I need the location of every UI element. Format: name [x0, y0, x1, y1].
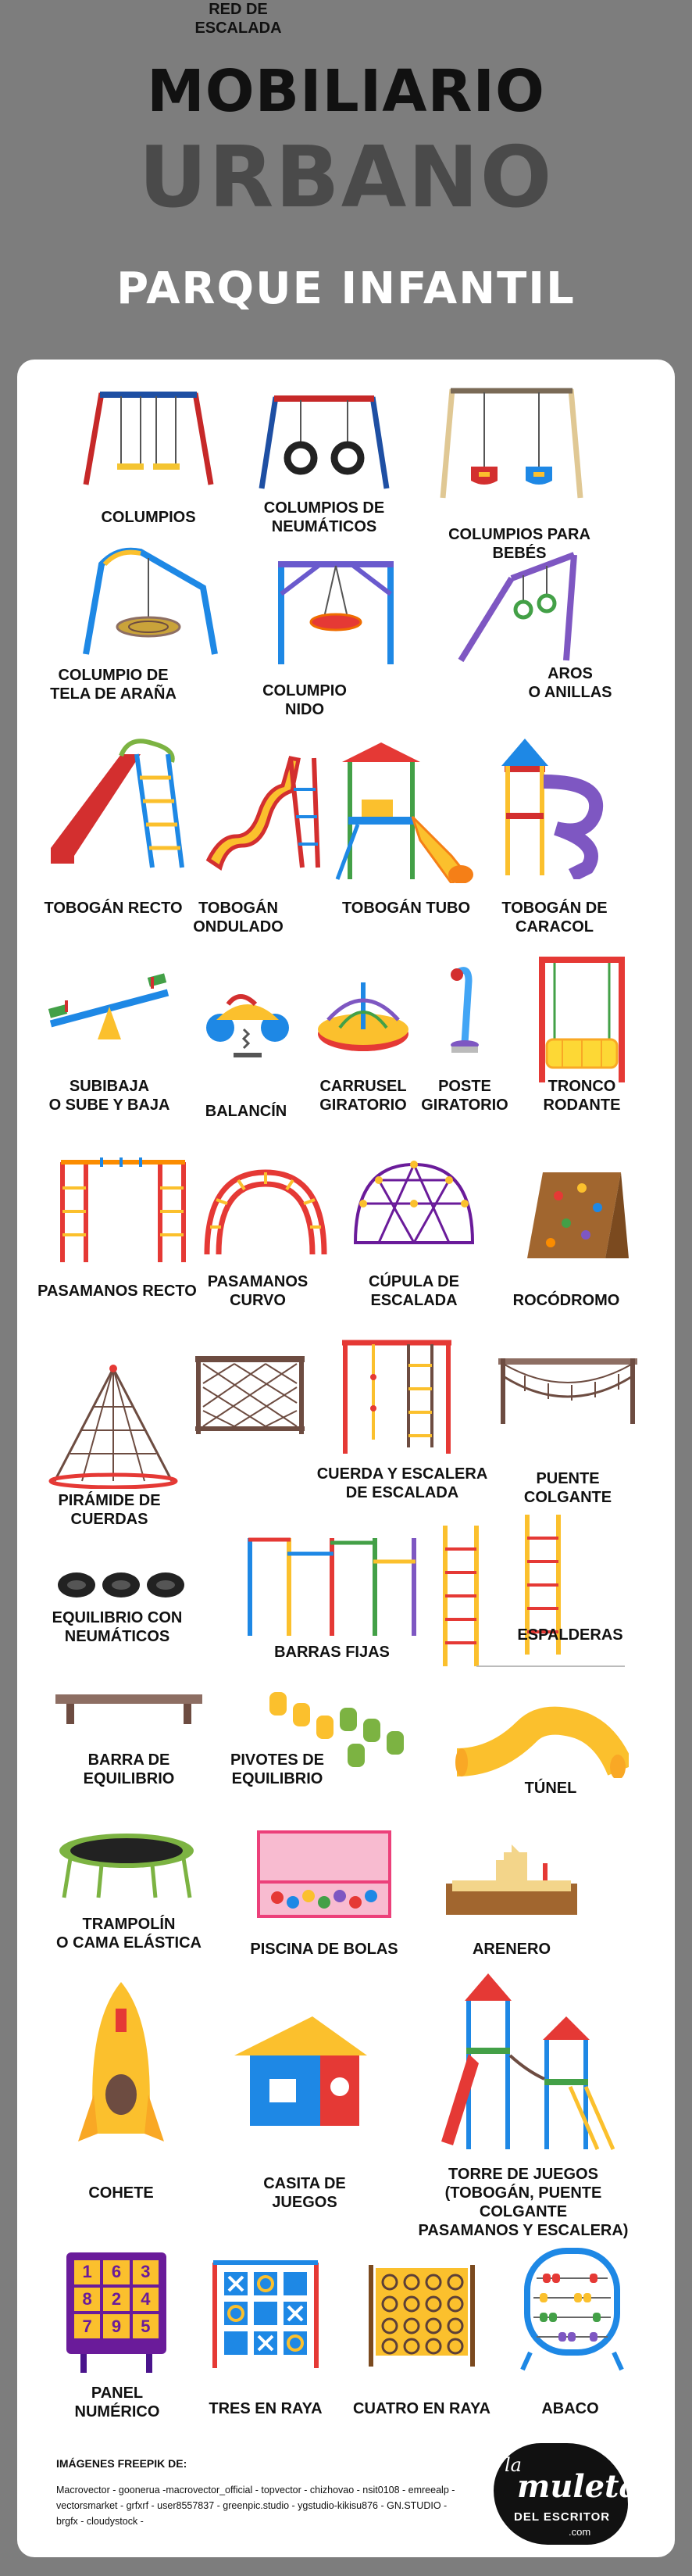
- tic-tac-toe-icon: [207, 2255, 324, 2372]
- label-tunel: TÚNEL: [524, 1780, 577, 1797]
- label-pasamanos-curvo: PASAMANOS CURVO: [207, 1273, 309, 1309]
- number-panel-icon: [66, 2252, 166, 2354]
- label-puente-colgante: PUENTE COLGANTE: [523, 1470, 612, 1506]
- rope-pyramid-icon: [47, 1364, 180, 1489]
- label-panel-numerico: PANEL NUMÉRICO: [74, 2385, 160, 2420]
- swing-set-icon: [78, 387, 219, 488]
- number-tile: 8: [74, 2288, 100, 2312]
- label-arenero: ARENERO: [472, 1941, 551, 1958]
- playhouse-icon: [227, 2009, 375, 2134]
- title-line-1: MOBILIARIO: [147, 58, 545, 125]
- tire-swing-icon: [254, 391, 394, 492]
- straight-slide-icon: [43, 739, 187, 871]
- rope-ladder-icon: [334, 1338, 459, 1455]
- logo-la: la: [505, 2454, 522, 2476]
- label-tres-en-raya: TRES EN RAYA: [209, 2400, 323, 2417]
- label-columpios-bebes: COLUMPIOS PARA BEBÉS: [448, 526, 590, 562]
- label-tronco-rodante: TRONCO RODANTE: [543, 1078, 621, 1114]
- title-line-2: URBANO: [138, 129, 554, 227]
- credits-title: IMÁGENES FREEPIK DE:: [56, 2457, 187, 2470]
- label-pivotes-equilibrio: PIVOTES DE EQUILIBRIO: [230, 1751, 325, 1787]
- suspension-bridge-icon: [494, 1354, 642, 1428]
- label-cuatro-en-raya: CUATRO EN RAYA: [353, 2400, 490, 2417]
- brand-logo: [494, 2443, 640, 2545]
- number-tile: 3: [133, 2260, 159, 2284]
- tunnel-icon: [449, 1700, 629, 1778]
- label-casita: CASITA DE JUEGOS: [263, 2175, 346, 2211]
- label-equilibrio-neumaticos: EQUILIBRIO CON NEUMÁTICOS: [52, 1609, 183, 1645]
- label-tela-arana: COLUMPIO DE TELA DE ARAÑA: [50, 667, 177, 703]
- label-columpio-nido: COLUMPIO NIDO: [262, 682, 347, 718]
- sandbox-icon: [441, 1837, 582, 1919]
- play-tower-icon: [433, 1962, 621, 2157]
- climbing-dome-icon: [348, 1157, 480, 1250]
- label-cohete: COHETE: [88, 2184, 154, 2202]
- label-barras-fijas: BARRAS FIJAS: [274, 1644, 390, 1661]
- label-piscina-bolas: PISCINA DE BOLAS: [250, 1941, 398, 1958]
- label-columpios: COLUMPIOS: [101, 509, 196, 526]
- label-balancin: BALANCÍN: [205, 1103, 287, 1120]
- number-tile: 7: [74, 2314, 100, 2338]
- wall-bars-icon: [437, 1510, 633, 1678]
- label-tobogan-tubo: TOBOGÁN TUBO: [341, 900, 471, 917]
- label-torre-juegos: TORRE DE JUEGOS (TOBOGÁN, PUENTE COLGANTE PASAMANOS Y ESCALERA): [418, 2166, 629, 2239]
- spiral-slide-icon: [494, 735, 611, 879]
- label-espalderas: ESPALDERAS: [517, 1626, 623, 1644]
- label-abaco: ABACO: [541, 2400, 599, 2417]
- label-aros-anillas: AROS O ANILLAS: [528, 665, 612, 701]
- seesaw-icon: [43, 969, 176, 1047]
- nest-swing-icon: [266, 547, 406, 672]
- four-in-a-row-icon: [363, 2257, 480, 2370]
- rolling-log-icon: [531, 953, 633, 1086]
- title-line-3: PARQUE INFANTIL: [116, 263, 576, 314]
- rings-icon: [449, 547, 586, 664]
- number-tile: 1: [74, 2260, 100, 2284]
- label-barra-equilibrio: BARRA DE EQUILIBRIO: [83, 1751, 175, 1787]
- number-tile: 9: [103, 2314, 129, 2338]
- label-columpios-neumaticos: COLUMPIOS DE NEUMÁTICOS: [263, 499, 385, 535]
- ball-pit-icon: [254, 1827, 394, 1921]
- label-tobogan-caracol: TOBOGÁN DE CARACOL: [501, 900, 608, 936]
- label-cupula: CÚPULA DE ESCALADA: [369, 1273, 459, 1309]
- number-tile: 6: [103, 2260, 129, 2284]
- number-tile: 2: [103, 2288, 129, 2312]
- balance-beam-icon: [51, 1688, 207, 1727]
- baby-swing-icon: [433, 385, 590, 502]
- rocket-icon: [78, 1977, 164, 2149]
- climbing-wall-icon: [519, 1165, 633, 1266]
- credits-text: Macrovector - goonerua -macrovector_official - topvector - chizhovao - nsit0108 - emreealp -vectorsmarket - grfxrf - user8557837 - greenpic.studio - ygstudio-kikisu876 - GN.STUDIO - brgfx - cloudystock -: [56, 2485, 455, 2527]
- logo-del-escritor: DEL ESCRITOR: [514, 2510, 611, 2524]
- spider-web-swing-icon: [70, 541, 227, 658]
- fixed-bars-icon: [242, 1530, 422, 1640]
- label-carrusel: CARRUSEL GIRATORIO: [319, 1078, 407, 1114]
- tire-balance-icon: [55, 1569, 187, 1601]
- label-cuerda-escalera: CUERDA Y ESCALERA DE ESCALADA: [316, 1465, 488, 1501]
- label-red-escalada: RED DE ESCALADA: [194, 1, 282, 37]
- label-tobogan-recto: TOBOGÁN RECTO: [44, 900, 183, 917]
- label-piramide: PIRÁMIDE DE CUERDAS: [58, 1492, 161, 1528]
- spring-rider-icon: [201, 981, 294, 1059]
- trampoline-icon: [55, 1827, 199, 1902]
- abacus-icon: [519, 2243, 625, 2372]
- label-rocodromo: ROCÓDROMO: [512, 1292, 620, 1309]
- climbing-net-icon: [187, 1348, 312, 1438]
- label-trampolin: TRAMPOLÍN O CAMA ELÁSTICA: [56, 1916, 202, 1952]
- carousel-icon: [312, 973, 414, 1059]
- curved-monkey-bars-icon: [199, 1165, 332, 1258]
- monkey-bars-icon: [55, 1153, 191, 1266]
- label-subibaja: SUBIBAJA O SUBE Y BAJA: [48, 1078, 170, 1114]
- logo-muleta: muleta: [517, 2468, 640, 2505]
- tube-slide-icon: [326, 739, 483, 883]
- number-tile: 4: [133, 2288, 159, 2312]
- number-tile: 5: [133, 2314, 159, 2338]
- logo-com: .com: [569, 2526, 591, 2538]
- label-pasamanos-recto: PASAMANOS RECTO: [37, 1283, 197, 1300]
- label-poste-giratorio: POSTE GIRATORIO: [421, 1078, 508, 1114]
- label-tobogan-ondulado: TOBOGÁN ONDULADO: [193, 900, 284, 936]
- spinning-pole-icon: [437, 965, 492, 1059]
- wavy-slide-icon: [205, 742, 322, 875]
